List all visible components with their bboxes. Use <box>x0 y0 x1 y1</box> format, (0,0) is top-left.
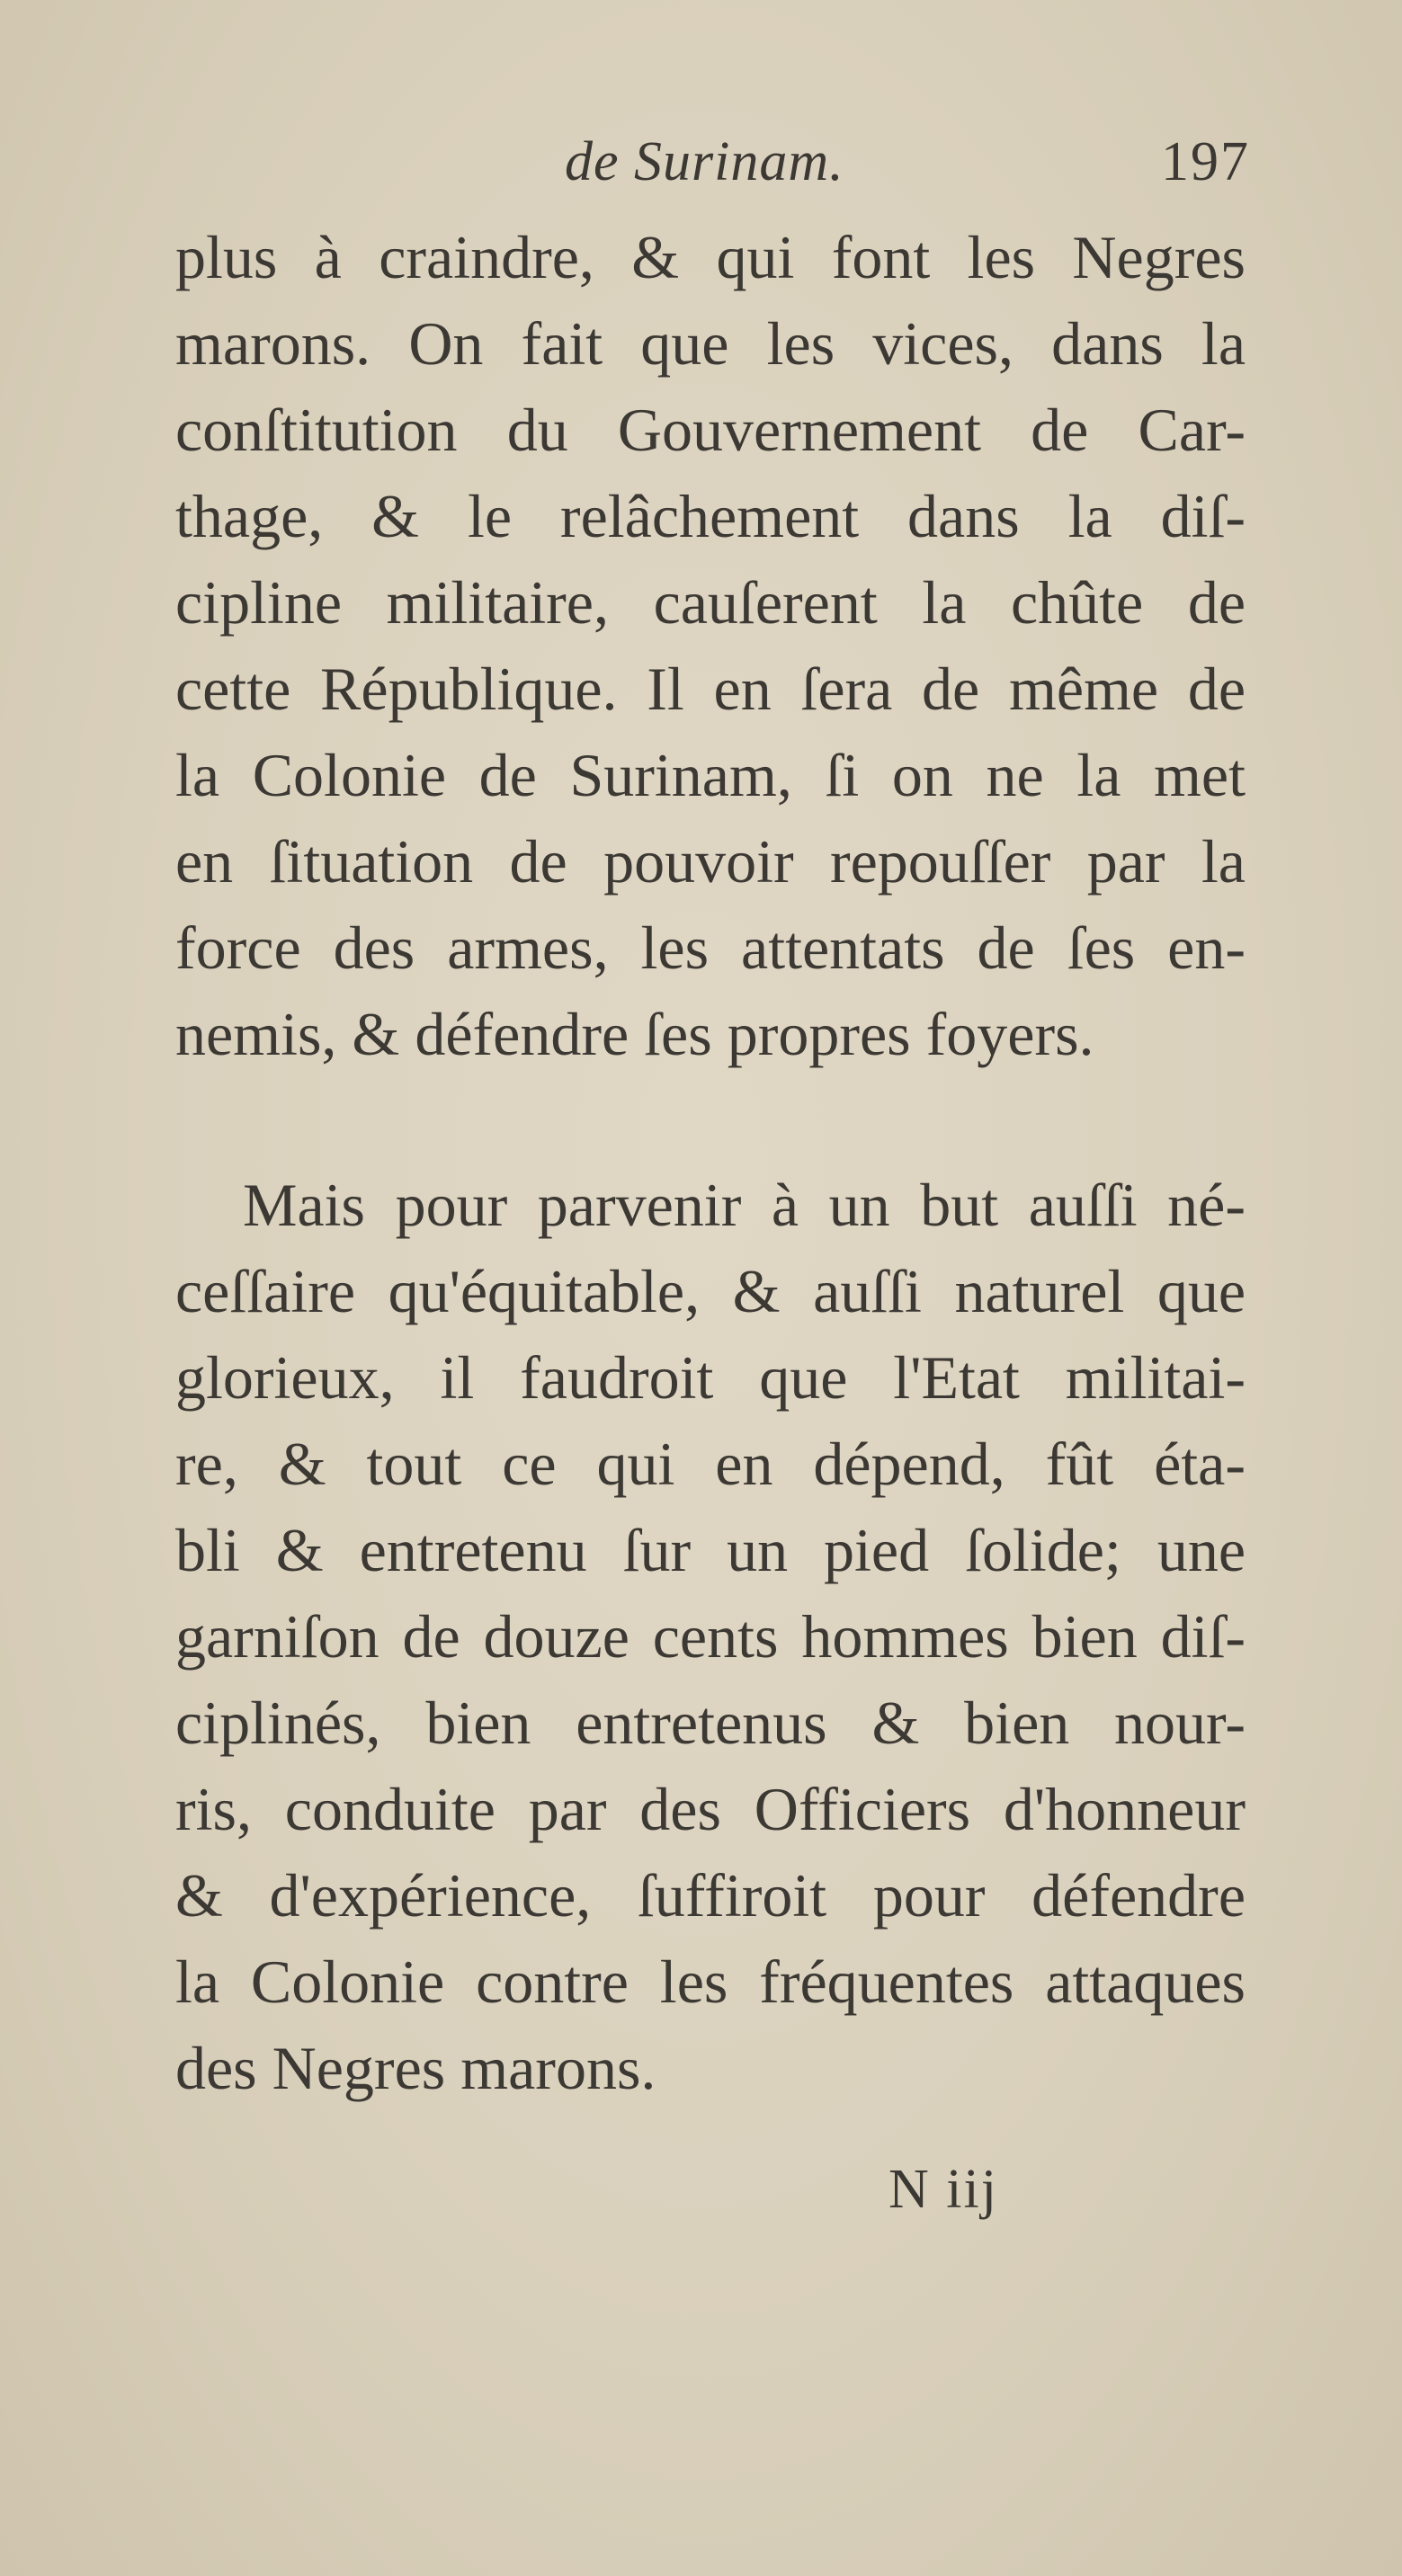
text-line: cette République. Il en ſera de même de <box>175 655 1246 723</box>
text-line: cipline militaire, cauſerent la chûte de <box>175 568 1246 637</box>
signature-mark: N iij <box>889 2159 998 2220</box>
page-header <box>180 126 1250 198</box>
text-line: la Colonie contre les fréquentes attaques <box>175 1948 1246 2016</box>
text-line: plus à craindre, & qui font les Negres <box>175 223 1246 291</box>
paragraph-1 <box>175 214 1246 1077</box>
text-line: & d'expérience, ſuffiroit pour défendre <box>175 1861 1246 1930</box>
text-line: ciplinés, bien entretenus & bien nour- <box>175 1689 1246 1757</box>
paragraph-spacer <box>175 1077 1246 1162</box>
running-title: de Surinam. <box>565 131 844 192</box>
paragraph-2 <box>175 1162 1246 2111</box>
text-line: thage, & le relâchement dans la diſ- <box>175 482 1246 550</box>
text-line: ceſſaire qu'équitable, & auſſi naturel que <box>175 1257 1246 1325</box>
body-text <box>175 214 1246 2111</box>
text-line: garniſon de douze cents hommes bien diſ- <box>175 1602 1246 1671</box>
text-line: force des armes, les attentats de ſes en- <box>175 914 1246 982</box>
text-line: glorieux, il faudroit que l'Etat militai- <box>175 1343 1246 1412</box>
page-number: 197 <box>1161 131 1250 192</box>
text-line: re, & tout ce qui en dépend, fût éta- <box>175 1430 1246 1498</box>
text-line: nemis, & défendre ſes propres foyers. <box>175 1000 1094 1068</box>
text-line: ris, conduite par des Officiers d'honneur <box>175 1775 1246 1843</box>
text-line: la Colonie de Surinam, ſi on ne la met <box>175 741 1246 809</box>
text-line: conſtitution du Gouvernement de Car- <box>175 396 1246 464</box>
text-line: bli & entretenu ſur un pied ſolide; une <box>175 1516 1246 1584</box>
text-line: en ſituation de pouvoir repouſſer par la <box>175 827 1246 896</box>
text-line: des Negres marons. <box>175 2034 656 2102</box>
text-line: Mais pour parvenir à un but auſſi né- <box>243 1171 1246 1239</box>
text-line: marons. On fait que les vices, dans la <box>175 309 1246 378</box>
